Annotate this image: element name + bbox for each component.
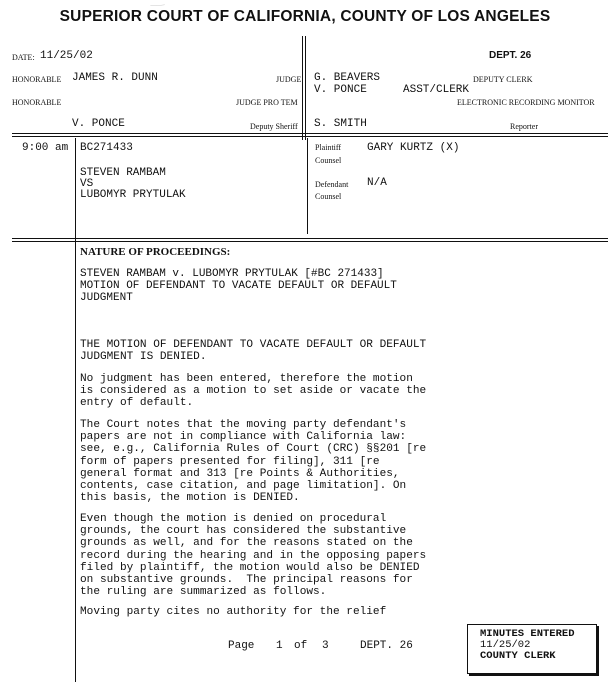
footer-dept: DEPT. 26 [360,640,413,652]
case-number: BC271433 [80,142,133,154]
of-label: of [294,640,308,652]
judge-pro-tem-label: JUDGE PRO TEM [236,98,298,107]
ruling-paragraph: THE MOTION OF DEFENDANT TO VACATE DEFAULT OR DEFAULT JUDGMENT IS DENIED. [80,339,427,364]
judge-name: JAMES R. DUNN [72,72,158,84]
header-rule [12,133,608,134]
section-rule [12,238,608,239]
reporter-name: S. SMITH [314,118,367,130]
dept-value: DEPT. 26 [489,50,532,61]
plaintiff-counsel: GARY KURTZ (X) [367,142,460,154]
deputy-clerk-2: V. PONCE [314,84,367,96]
defendant-counsel: N/A [367,177,387,189]
deputy-clerk-label: DEPUTY CLERK [473,75,533,84]
stamp-line-2: 11/25/02 [480,639,531,651]
reporter-label: Reporter [510,122,538,131]
plaintiff-counsel-label: Counsel [315,156,342,165]
honorable-label-2: HONORABLE [12,98,62,107]
deputy-sheriff-label: Deputy Sheriff [250,122,298,131]
stamp-line-3: COUNTY CLERK [480,650,556,662]
proceedings-heading: NATURE OF PROCEEDINGS: [80,246,231,258]
court-title: SUPERIOR COURT OF CALIFORNIA, COUNTY OF LOS ANGELES [59,8,551,25]
stamp-line-1: MINUTES ENTERED [480,628,575,640]
judge-label: JUDGE [276,75,302,84]
hearing-time: 9:00 am [22,142,69,154]
page-number: 1 [276,640,283,652]
minutes-entered-stamp [467,624,597,674]
defendant-name: LUBOMYR PRYTULAK [80,189,186,201]
time-column-divider [75,138,76,682]
page-label: Page [228,640,255,652]
versus: VS [80,178,94,190]
caption-line: STEVEN RAMBAM v. LUBOMYR PRYTULAK [#BC 271433] [80,268,384,280]
plaintiff-name: STEVEN RAMBAM [80,167,166,179]
header-divider-double [305,36,306,140]
paragraph-2: The Court notes that the moving party defendant's papers are not in compliance with California law: see, e.g., California Rules of Court (CRC) §§201 [re form of papers presented for filing], 311 [re general format and 313 [re Points & Authorities, contents, case citation, and page limitation]. On this basis, the motion is DENIED. [80,419,427,505]
plaintiff-label: Plaintiff [315,143,342,152]
page-total: 3 [322,640,329,652]
header-divider [302,36,303,140]
header-rule [12,136,608,137]
deputy-sheriff-name: V. PONCE [72,118,125,130]
date-label: DATE: [12,53,35,62]
asst-clerk-label: ASST/CLERK [403,84,470,96]
date-value: 11/25/02 [40,50,93,62]
handwritten-scribble: ⸻ [149,2,166,10]
caption-line: JUDGMENT [80,292,133,304]
paragraph-1: No judgment has been entered, therefore the motion is considered as a motion to set aside or vacate the entry of default. [80,373,427,410]
paragraph-3: Even though the motion is denied on procedural grounds, the court has considered the substantive grounds as well, and for the reasons stated on the record during the hearing and in the opposing papers filed by plaintiff, the motion would also be DENIED on substantive grounds. The principal reasons for the ruling are summarized as follows. [80,513,427,599]
defendant-counsel-label: Counsel [315,192,342,201]
caption-line: MOTION OF DEFENDANT TO VACATE DEFAULT OR DEFAULT [80,280,397,292]
paragraph-4: Moving party cites no authority for the relief [80,606,387,618]
counsel-divider [307,138,308,234]
defendant-label: Defendant [315,180,349,189]
deputy-clerk-1: G. BEAVERS [314,72,381,84]
section-rule [12,241,608,242]
erm-label: ELECTRONIC RECORDING MONITOR [457,98,595,107]
honorable-label: HONORABLE [12,75,62,84]
